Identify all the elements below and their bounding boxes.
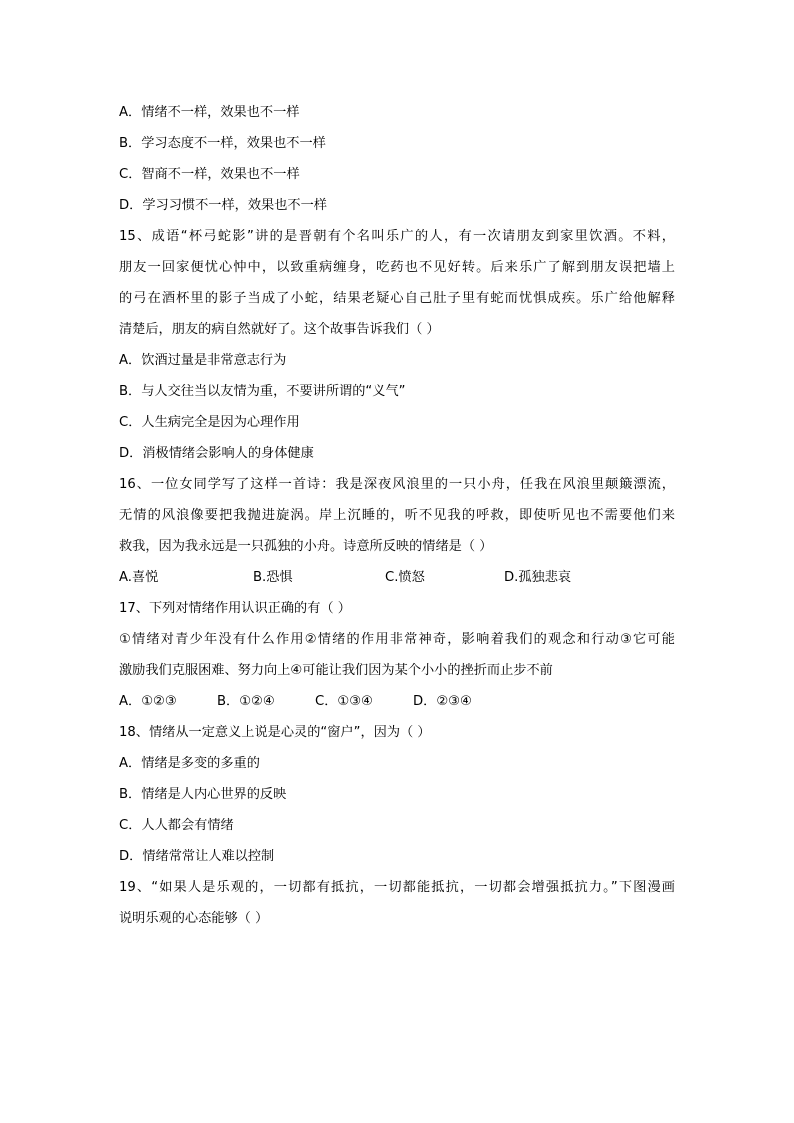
q16-option-a: A.喜悦 bbox=[119, 570, 159, 585]
q15-option-c: C．人生病完全是因为心理作用 bbox=[119, 415, 300, 430]
q19-block bbox=[119, 872, 675, 934]
q16-stem-line: 救我，因为我永远是一只孤独的小舟。诗意所反映的情绪是（ ） bbox=[119, 539, 493, 554]
q15-option-b: B．与人交往当以友情为重，不要讲所谓的“义气” bbox=[119, 384, 406, 399]
q16-stem-line: 16、一位女同学写了这样一首诗：我是深夜风浪里的一只小舟，任我在风浪里颠簸漂流， bbox=[119, 477, 675, 492]
q14-block bbox=[119, 97, 675, 221]
q16-block bbox=[119, 469, 675, 593]
exam-page bbox=[119, 97, 675, 934]
q18-block bbox=[119, 717, 675, 872]
q17-option-a: A．①②③ bbox=[119, 694, 177, 709]
q17-stem-line: 17、下列对情绪作用认识正确的有（ ） bbox=[119, 601, 351, 616]
q15-stem-line: 15、成语“杯弓蛇影”讲的是晋朝有个名叫乐广的人，有一次请朋友到家里饮酒。不料， bbox=[119, 229, 675, 244]
q17-option-c: C．①③④ bbox=[315, 694, 373, 709]
q17-block bbox=[119, 593, 675, 717]
q15-block bbox=[119, 221, 675, 469]
q18-option-a: A．情绪是多变的多重的 bbox=[119, 756, 260, 771]
q18-option-b: B．情绪是人内心世界的反映 bbox=[119, 787, 287, 802]
q15-stem-line: 朋友一回家便忧心忡中，以致重病缠身，吃药也不见好转。后来乐广了解到朋友误把墙上 bbox=[119, 260, 675, 275]
q18-stem: 18、情绪从一定意义上说是心灵的“窗户”，因为（ ） bbox=[119, 725, 431, 740]
q17-stem-line: ①情绪对青少年没有什么作用②情绪的作用非常神奇，影响着我们的观念和行动③它可能 bbox=[119, 632, 675, 647]
q17-option-b: B．①②④ bbox=[217, 694, 275, 709]
q18-option-d: D．情绪常常让人难以控制 bbox=[119, 849, 275, 864]
q19-stem-line: 说明乐观的心态能够（ ） bbox=[119, 911, 269, 926]
q19-stem-line: 19、“如果人是乐观的，一切都有抵抗，一切都能抵抗，一切都会增强抵抗力。”下图漫画 bbox=[119, 880, 675, 895]
q15-option-d: D．消极情绪会影响人的身体健康 bbox=[119, 446, 314, 461]
q16-stem-line: 无情的风浪像要把我抛进旋涡。岸上沉睡的，听不见我的呼救，即使听见也不需要他们来 bbox=[119, 508, 675, 523]
q17-option-d: D．②③④ bbox=[413, 694, 472, 709]
q14-option-b: B．学习态度不一样，效果也不一样 bbox=[119, 136, 326, 151]
q14-option-d: D．学习习惯不一样，效果也不一样 bbox=[119, 198, 327, 213]
q14-option-c: C．智商不一样，效果也不一样 bbox=[119, 167, 300, 182]
q15-option-a: A．饮酒过量是非常意志行为 bbox=[119, 353, 287, 368]
q18-option-c: C．人人都会有情绪 bbox=[119, 818, 234, 833]
q14-option-a: A．情绪不一样，效果也不一样 bbox=[119, 105, 300, 120]
q15-stem-line: 的弓在酒杯里的影子当成了小蛇，结果老疑心自己肚子里有蛇而忧惧成疾。乐广给他解释 bbox=[119, 291, 675, 306]
q16-options-row bbox=[119, 562, 675, 593]
q17-stem-line: 激励我们克服困难、努力向上④可能让我们因为某个小小的挫折而止步不前 bbox=[119, 663, 553, 678]
q17-options-row bbox=[119, 686, 675, 717]
q16-option-d: D.孤独悲哀 bbox=[504, 570, 572, 585]
q16-option-c: C.愤怒 bbox=[385, 570, 425, 585]
q15-stem-line: 清楚后，朋友的病自然就好了。这个故事告诉我们（ ） bbox=[119, 322, 440, 337]
q16-option-b: B.恐惧 bbox=[253, 570, 293, 585]
